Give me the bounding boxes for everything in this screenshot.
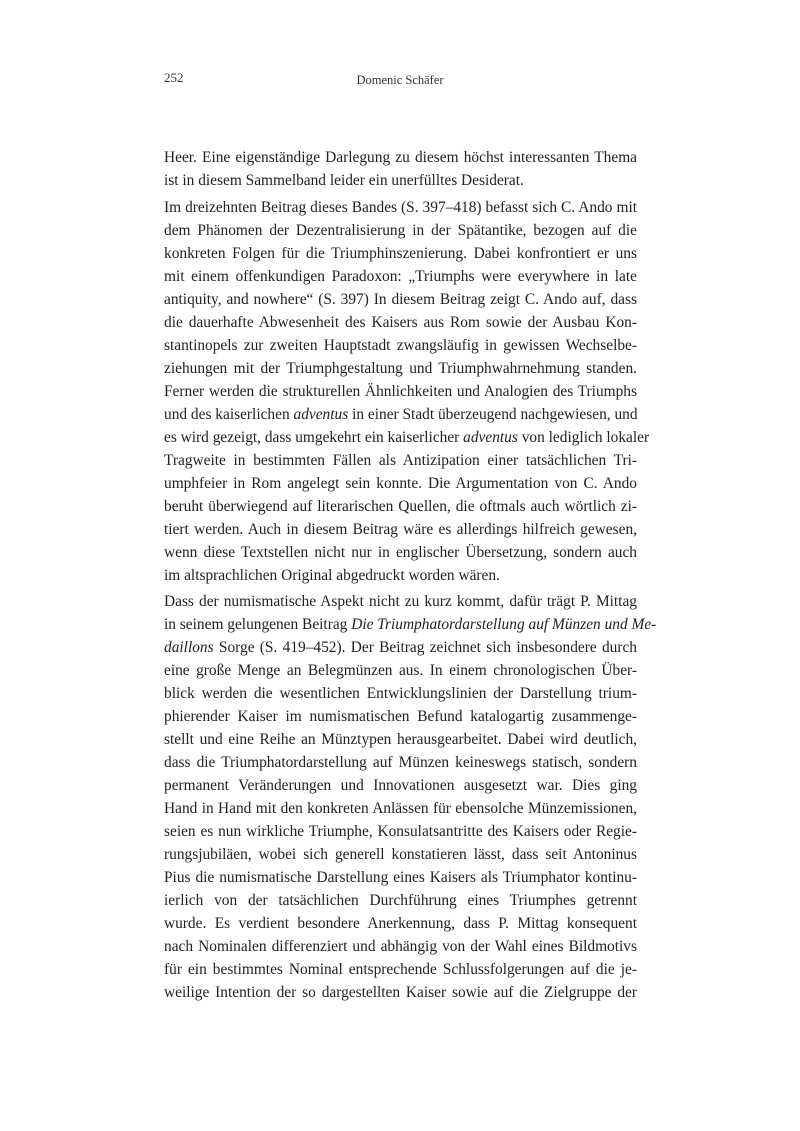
text-line <box>164 146 637 169</box>
text-segment: blick werden die wesentlichen Entwicklungslinien der Darstellung trium- <box>164 685 637 702</box>
text-segment: tiert werden. Auch in diesem Beitrag wäre es allerdings hilfreich gewesen, <box>164 520 637 538</box>
text-segment: beruht überwiegend auf literarischen Quellen, die oftmals auch wörtlich zi- <box>164 497 637 515</box>
text-line <box>164 334 637 357</box>
text-segment: ist in diesem Sammelband leider ein unerfülltes Desiderat. <box>164 172 524 189</box>
text-line <box>164 357 637 380</box>
paragraph <box>164 146 637 192</box>
text-line <box>164 958 637 981</box>
text-segment: ierlich von der tatsächlichen Durchführung eines Triumphes getrennt <box>164 892 637 909</box>
text-line <box>164 518 637 541</box>
text-segment: dem Phänomen der Dezentralisierung in der Spätantike, bezogen auf die <box>164 221 637 239</box>
text-line <box>164 288 637 311</box>
text-segment: wenn diese Textstellen nicht nur in englischer Übersetzung, sondern auch <box>164 543 637 561</box>
text-segment: weilige Intention der so dargestellten Kaiser sowie auf die Zielgruppe der <box>164 984 637 1001</box>
text-segment: wurde. Es verdient besondere Anerkennung, dass P. Mittag konsequent <box>164 915 637 932</box>
text-line <box>164 981 637 1004</box>
text-line <box>164 728 637 751</box>
text-line <box>164 705 637 728</box>
text-segment: und des kaiserlichen <box>164 405 294 423</box>
paragraph <box>164 196 650 587</box>
text-line <box>164 820 637 843</box>
italic-text: adventus <box>463 428 518 446</box>
text-segment: antiquity, and nowhere“ (S. 397) In diesem Beitrag zeigt C. Ando auf, dass <box>164 290 637 308</box>
text-segment: es wird gezeigt, dass umgekehrt ein kaiserlicher <box>164 428 464 446</box>
text-segment: mit einem offenkundigen Paradoxon: „Triumphs were everywhere in late <box>164 267 637 285</box>
text-segment: Ferner werden die strukturellen Ähnlichkeiten und Analogien des Triumphs <box>164 382 637 400</box>
text-segment: Pius die numismatische Darstellung eines Kaisers als Triumphator kontinu- <box>164 869 637 886</box>
text-segment: seien es nun wirkliche Triumphe, Konsulatsantritte des Kaisers oder Regie- <box>164 823 637 840</box>
paragraph <box>164 590 657 1004</box>
text-segment: konkreten Folgen für die Triumphinszenierung. Dabei konfrontiert er uns <box>164 244 637 262</box>
text-line <box>164 265 637 288</box>
text-segment: eine große Menge an Belegmünzen aus. In einem chronologischen Über- <box>164 662 637 679</box>
text-segment: permanent Veränderungen und Innovationen ausgesetzt war. Dies ging <box>164 777 637 794</box>
text-line <box>164 751 637 774</box>
text-line <box>164 311 637 334</box>
text-line <box>164 564 637 587</box>
text-segment: Sorge (S. 419–452). Der Beitrag zeichnet sich insbesondere durch <box>213 639 637 656</box>
text-segment: rungsjubiläen, wobei sich generell konstatieren lässt, dass seit Antoninus <box>164 846 637 863</box>
text-line <box>164 590 637 613</box>
text-line <box>164 935 637 958</box>
text-line <box>164 541 637 564</box>
text-line <box>164 403 637 426</box>
text-line <box>164 380 637 403</box>
text-line <box>164 472 637 495</box>
text-segment: nach Nominalen differenziert und abhängig von der Wahl eines Bildmotivs <box>164 938 637 955</box>
text-line <box>164 219 637 242</box>
page-number: 252 <box>164 70 184 85</box>
text-segment: Heer. Eine eigenständige Darlegung zu diesem höchst interessanten Thema <box>164 149 637 166</box>
text-line <box>164 659 637 682</box>
text-segment: für ein bestimmtes Nominal entsprechende Schlussfolgerungen auf die je- <box>164 961 637 978</box>
text-line <box>164 797 637 820</box>
text-segment: in einer Stadt überzeugend nachgewiesen, und <box>348 405 638 423</box>
text-line <box>164 169 637 192</box>
text-segment: ziehungen mit der Triumphgestaltung und Triumphwahrnehmung standen. <box>164 359 637 377</box>
italic-text: adventus <box>293 405 349 423</box>
text-line <box>164 495 637 518</box>
text-line <box>164 196 637 219</box>
text-segment: im altsprachlichen Original abgedruckt worden wären. <box>164 566 500 584</box>
text-line <box>164 449 637 472</box>
text-line <box>164 889 637 912</box>
text-segment: phierender Kaiser im numismatischen Befund katalogartig zusammenge- <box>164 708 637 725</box>
text-segment: von lediglich lokaler <box>517 428 650 446</box>
text-segment: umphfeier in Rom angelegt sein konnte. Die Argumentation von C. Ando <box>164 474 637 492</box>
text-segment: die dauerhafte Abwesenheit des Kaisers aus Rom sowie der Ausbau Kon- <box>164 313 637 331</box>
italic-text: daillons <box>164 639 214 656</box>
text-line <box>164 912 637 935</box>
text-segment: dass die Triumphatordarstellung auf Münzen keineswegs statisch, sondern <box>164 754 637 771</box>
text-line <box>164 242 637 265</box>
text-line <box>164 682 637 705</box>
text-line <box>164 636 637 659</box>
text-segment: Im dreizehnten Beitrag dieses Bandes (S. 397–418) befasst sich C. Ando mit <box>164 198 637 216</box>
text-line <box>164 426 650 449</box>
text-line <box>164 866 637 889</box>
text-segment: in seinem gelungenen Beitrag <box>164 616 352 633</box>
italic-text: Die Triumphatordarstellung auf Münzen und Me- <box>351 616 657 633</box>
text-line <box>164 774 637 797</box>
text-segment: stantinopels zur zweiten Hauptstadt zwangsläufig in gewissen Wechselbe- <box>164 336 637 354</box>
running-head-author: Domenic Schäfer <box>356 73 444 87</box>
text-segment: Dass der numismatische Aspekt nicht zu kurz kommt, dafür trägt P. Mittag <box>164 593 637 610</box>
text-segment: Hand in Hand mit den konkreten Anlässen für ebensolche Münzemissionen, <box>164 800 637 817</box>
text-segment: stellt und eine Reihe an Münztypen herausgearbeitet. Dabei wird deutlich, <box>164 731 637 748</box>
text-segment: Tragweite in bestimmten Fällen als Antizipation einer tatsächlichen Tri- <box>164 451 637 469</box>
text-line <box>164 843 637 866</box>
text-line <box>164 613 657 636</box>
body-text <box>164 146 657 1008</box>
